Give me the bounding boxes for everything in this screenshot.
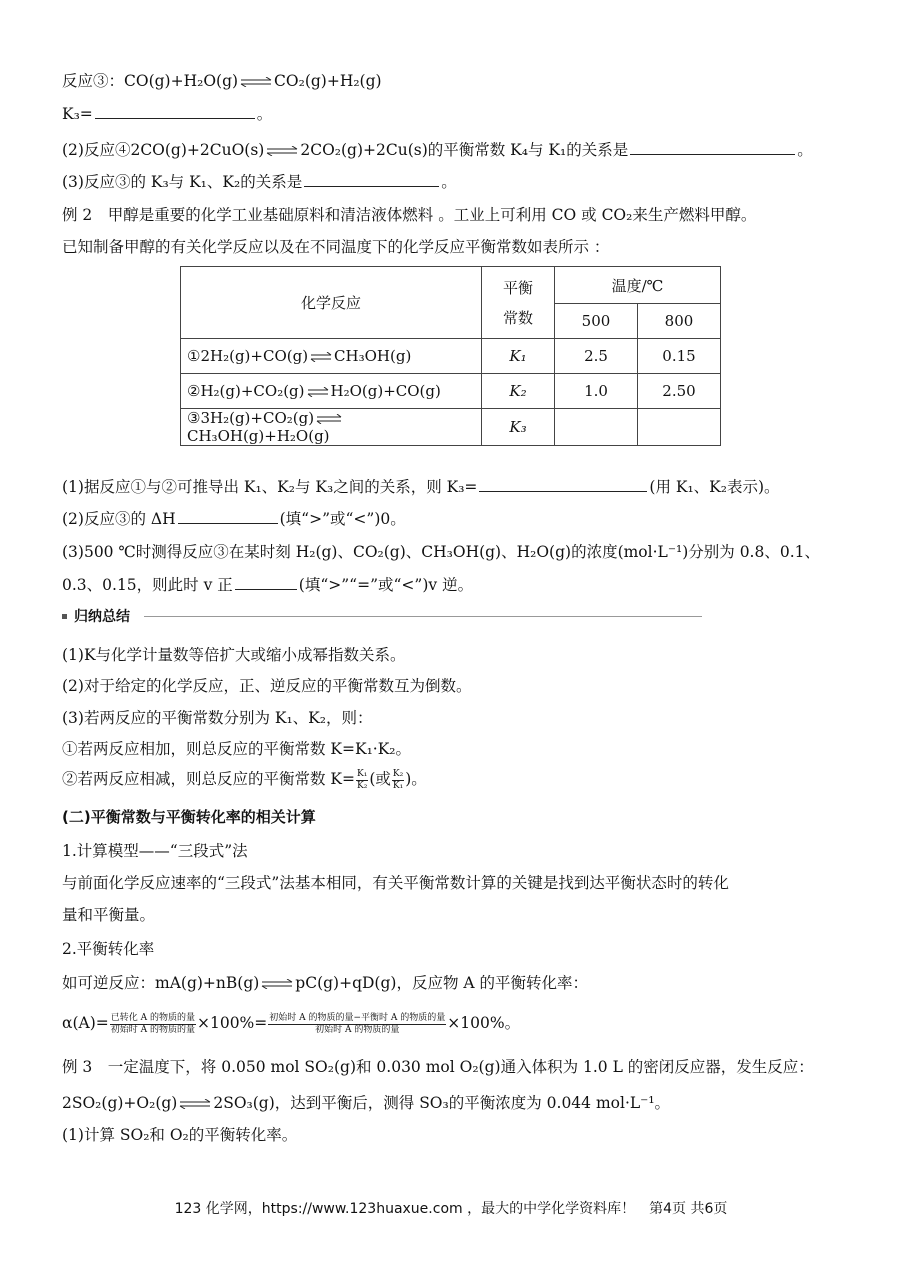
example-2-line-2: [62, 236, 609, 258]
equilibrium-arrow-icon: [266, 146, 298, 156]
alpha-formula: [62, 1008, 520, 1038]
header-reaction: 化学反应: [181, 267, 482, 339]
denominator: 初始时 A 的物质的量: [110, 1024, 195, 1035]
q3-line-2: [62, 574, 473, 596]
question-2-line: [62, 139, 813, 161]
header-t800: 800: [638, 304, 721, 339]
denominator: K₂: [357, 780, 368, 791]
k-cell: K₂: [482, 374, 555, 409]
q1-line: [62, 476, 780, 498]
value-cell: 1.0: [555, 374, 638, 409]
equilibrium-arrow-icon: [307, 387, 329, 397]
text: 例 2 甲醇是重要的化学工业基础原料和清洁液体燃料 。工业上可利用 CO 或 CO₂来生产燃料甲醇。: [62, 206, 757, 224]
equilibrium-table: [180, 266, 721, 446]
equilibrium-arrow-icon: [179, 1099, 211, 1109]
answer-blank[interactable]: [479, 476, 647, 492]
value-cell: 2.50: [638, 374, 721, 409]
equilibrium-arrow-icon: [261, 979, 293, 989]
answer-blank[interactable]: [630, 139, 795, 155]
numerator: 初始时 A 的物质的量−平衡时 A 的物质的量: [269, 1012, 446, 1023]
text: )。: [405, 770, 427, 788]
punct: 。: [797, 141, 813, 159]
text: 2CO₂(g)+2Cu(s)的平衡常数 K₄与 K₁的关系是: [300, 141, 629, 159]
label: 反应③：: [62, 72, 125, 90]
header-t500: 500: [555, 304, 638, 339]
text: ②若两反应相减，则总反应的平衡常数 K=: [62, 770, 355, 788]
text: α(A)=: [62, 1014, 109, 1032]
rhs: H₂O(g)+CO(g): [330, 382, 441, 400]
products: CO₂(g)+H₂(g): [274, 72, 382, 90]
k-cell: K₃: [482, 409, 555, 446]
q2-line: [62, 508, 406, 530]
text: 2SO₃(g)，达到平衡后，测得 SO₃的平衡浓度为 0.044 mol·L⁻¹。: [213, 1094, 671, 1112]
rhs: CH₃OH(g)+H₂O(g): [187, 427, 330, 445]
lhs: 2H₂(g)+CO(g): [200, 347, 309, 365]
label: K₃=: [62, 105, 93, 123]
row-num: ②: [187, 382, 201, 400]
value-cell: [555, 409, 638, 446]
text: (或: [369, 770, 391, 788]
text: (3)反应③的 K₃与 K₁、K₂的关系是: [62, 173, 303, 191]
punct: 。: [256, 105, 273, 123]
paragraph: [62, 972, 588, 994]
rhs: CH₃OH(g): [334, 347, 412, 365]
example-2-line: [62, 204, 756, 226]
header-k-1: 平衡: [502, 278, 533, 297]
k3-line: [62, 103, 272, 125]
fraction: [356, 769, 368, 792]
page-footer: 123 化学网，https://www.123huaxue.com ，最大的中学化学资料库！ 第4页 共6页: [174, 1201, 728, 1217]
value-cell: 0.15: [638, 339, 721, 374]
answer-blank[interactable]: [95, 103, 255, 119]
reaction-3-line: [62, 70, 382, 92]
text: (用 K₁、K₂表示)。: [649, 478, 780, 496]
equilibrium-arrow-icon: [240, 77, 272, 87]
section-heading: (二)平衡常数与平衡转化率的相关计算: [62, 808, 316, 826]
subheading: 1.计算模型——“三段式”法: [62, 842, 248, 860]
example-3-line-2: [62, 1092, 670, 1114]
text: (填“>”“=”或“<”)v 逆。: [298, 576, 474, 594]
header-k: [482, 267, 555, 339]
example-3-line: 例 3 一定温度下，将 0.050 mol SO₂(g)和 0.030 mol O₂(g)通入体积为 1.0 L 的密闭反应器，发生反应：: [62, 1058, 814, 1076]
question-3-line: [62, 171, 457, 193]
punct: 。: [441, 173, 457, 191]
summary-item: (1)K与化学计量数等倍扩大或缩小成幂指数关系。: [62, 646, 406, 664]
numerator: 已转化 A 的物质的量: [110, 1012, 195, 1023]
text: 0.3、0.15，则此时 v 正: [62, 576, 233, 594]
summary-item: [62, 768, 427, 792]
example-3-question: (1)计算 SO₂和 O₂的平衡转化率。: [62, 1126, 298, 1144]
summary-item: (3)若两反应的平衡常数分别为 K₁、K₂，则：: [62, 709, 373, 727]
value-cell: [638, 409, 721, 446]
q3-line: [62, 541, 820, 563]
fraction: [268, 1013, 446, 1036]
lhs: H₂(g)+CO₂(g): [200, 382, 305, 400]
equilibrium-arrow-icon: [310, 352, 332, 362]
text: ×100%=: [196, 1014, 268, 1032]
reaction-cell: [181, 374, 482, 409]
denominator: K₁: [392, 780, 404, 791]
table-row: [181, 409, 721, 446]
text: (填“>”或“<”)0。: [279, 510, 406, 528]
numerator: K₁: [357, 768, 368, 779]
numerator: K₂: [392, 768, 404, 779]
answer-blank[interactable]: [178, 508, 278, 524]
header-temp: 温度/℃: [555, 267, 721, 304]
text: (3)500 ℃时测得反应③在某时刻 H₂(g)、CO₂(g)、CH₃OH(g)、H₂O(g)的浓度(mol·L⁻¹)分别为 0.8、0.1、: [62, 543, 820, 561]
table-row: [181, 374, 721, 409]
answer-blank[interactable]: [304, 171, 439, 187]
reactants: CO(g)+H₂O(g): [124, 72, 239, 90]
text: 2SO₂(g)+O₂(g): [62, 1094, 178, 1112]
row-num: ①: [187, 347, 201, 365]
paragraph: 量和平衡量。: [62, 906, 156, 924]
divider: [144, 616, 702, 617]
equilibrium-arrow-icon: [316, 414, 342, 424]
row-num: ③: [187, 409, 201, 427]
k-cell: K₁: [482, 339, 555, 374]
value-cell: 2.5: [555, 339, 638, 374]
answer-blank[interactable]: [235, 574, 297, 590]
subheading: 2.平衡转化率: [62, 940, 155, 958]
header-k-2: 常数: [502, 308, 533, 327]
text: 如可逆反应：mA(g)+nB(g): [62, 974, 260, 992]
lhs: 3H₂(g)+CO₂(g): [200, 409, 315, 427]
text: 已知制备甲醇的有关化学反应以及在不同温度下的化学反应平衡常数如表所示 ：: [62, 238, 610, 256]
text: (1)据反应①与②可推导出 K₁、K₂与 K₃之间的关系，则 K₃=: [62, 478, 478, 496]
reaction-cell: [181, 409, 482, 446]
text: (2)反应④2CO(g)+2CuO(s): [62, 141, 265, 159]
text: (2)反应③的 ΔH: [62, 510, 176, 528]
denominator: 初始时 A 的物质的量: [315, 1024, 400, 1035]
bullet-icon: [62, 614, 67, 619]
summary-item: (2)对于给定的化学反应，正、逆反应的平衡常数互为倒数。: [62, 677, 472, 695]
summary-item: ①若两反应相加，则总反应的平衡常数 K=K₁·K₂。: [62, 740, 412, 758]
text: ×100%。: [447, 1014, 521, 1032]
reaction-cell: [181, 339, 482, 374]
summary-title: 归纳总结: [74, 609, 130, 625]
summary-header: [62, 606, 702, 628]
text: pC(g)+qD(g)，反应物 A 的平衡转化率：: [295, 974, 588, 992]
paragraph: 与前面化学反应速率的“三段式”法基本相同，有关平衡常数计算的关键是找到达平衡状态时的转化: [62, 874, 729, 892]
table-row: [181, 339, 721, 374]
fraction: [392, 769, 404, 792]
fraction: [110, 1013, 196, 1036]
